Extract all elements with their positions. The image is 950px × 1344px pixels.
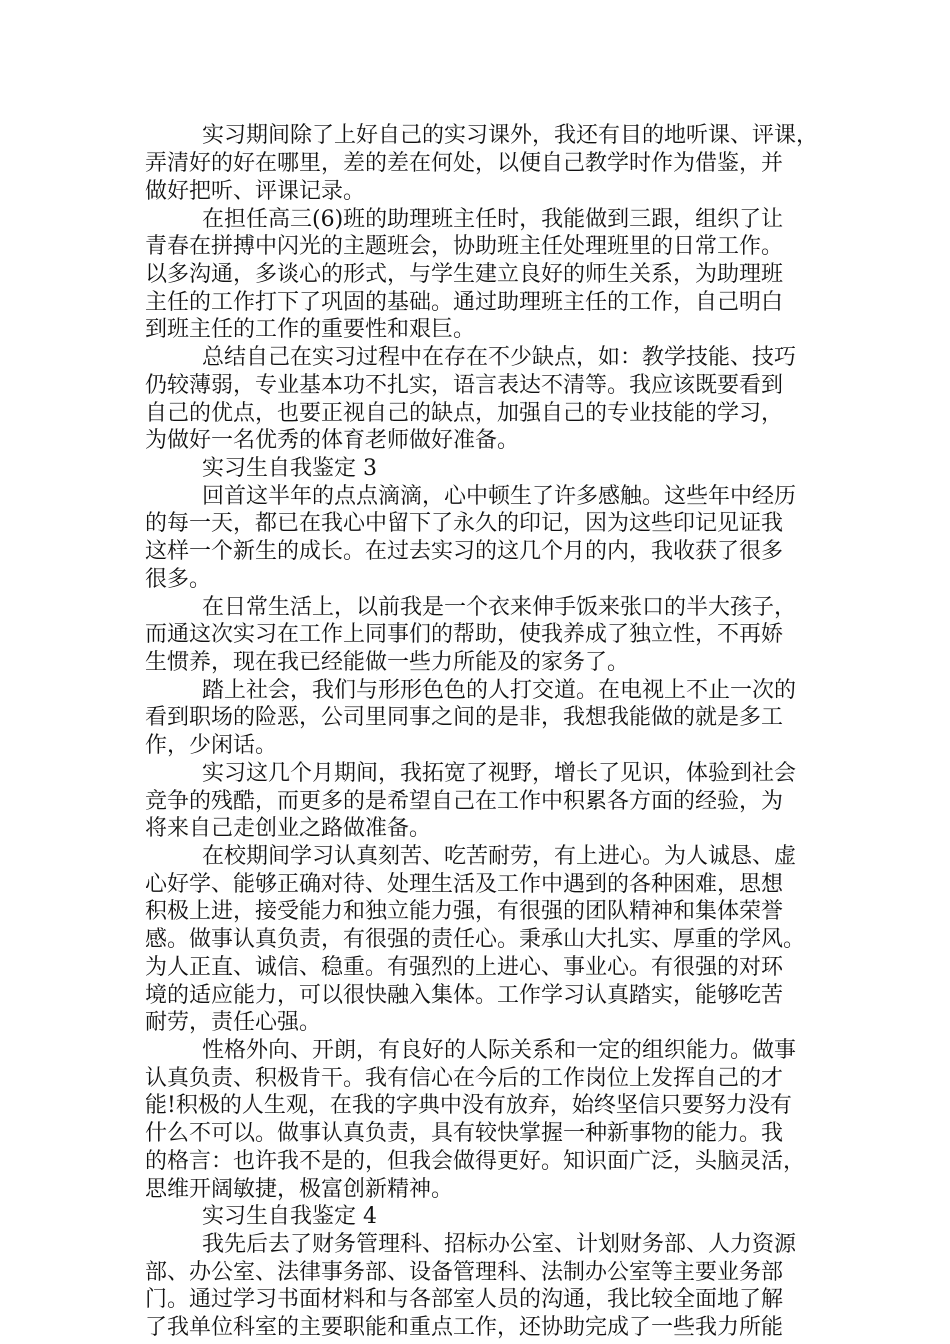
paragraph-line: 什么不可以。做事认真负责，具有较快掌握一种新事物的能力。我 [145,1121,784,1146]
paragraph-line: 这样一个新生的成长。在过去实习的这几个月的内，我收获了很多 [145,539,784,564]
paragraph-line: 感。做事认真负责，有很强的责任心。秉承山大扎实、厚重的学风。 [145,927,806,952]
paragraph-line: 实习期间除了上好自己的实习课外，我还有目的地听课、评课， [202,123,819,148]
paragraph-line: 能!积极的人生观，在我的字典中没有放弃，始终坚信只要努力没有 [145,1093,792,1118]
paragraph-line: 在担任高三(6)班的助理班主任时，我能做到三跟，组织了让 [202,207,784,232]
paragraph-line: 仍较薄弱，专业基本功不扎实，语言表达不清等。我应该既要看到 [145,373,784,398]
paragraph-line: 为做好一名优秀的体育老师做好准备。 [145,428,520,453]
paragraph-line: 到班主任的工作的重要性和艰巨。 [145,317,476,342]
section-heading: 实习生自我鉴定 4 [202,1204,377,1229]
paragraph-line: 青春在拼搏中闪光的主题班会，协助班主任处理班里的日常工作。 [145,234,784,259]
section-heading: 实习生自我鉴定 3 [202,456,377,481]
paragraph-line: 积极上进，接受能力和独立能力强，有很强的团队精神和集体荣誉 [145,899,784,924]
paragraph-line: 耐劳，责任心强。 [145,1010,322,1035]
paragraph-line: 踏上社会，我们与形形色色的人打交道。在电视上不止一次的 [202,678,797,703]
paragraph-line: 门。通过学习书面材料和与各部室人员的沟通，我比较全面地了解 [145,1287,784,1312]
paragraph-line: 自己的优点，也要正视自己的缺点，加强自己的专业技能的学习， [145,401,784,426]
paragraph-line: 我先后去了财务管理科、招标办公室、计划财务部、人力资源 [202,1232,797,1257]
paragraph-line: 将来自己走创业之路做准备。 [145,816,432,841]
paragraph-line: 主任的工作打下了巩固的基础。通过助理班主任的工作，自己明白 [145,290,784,315]
paragraph-line: 在校期间学习认真刻苦、吃苦耐劳，有上进心。为人诚恳、虚 [202,844,797,869]
paragraph-line: 在日常生活上，以前我是一个衣来伸手饭来张口的半大孩子， [202,595,797,620]
paragraph-line: 生惯养，现在我已经能做一些力所能及的家务了。 [145,650,630,675]
paragraph-line: 很多。 [145,567,212,592]
paragraph-line: 境的适应能力，可以很快融入集体。工作学习认真踏实，能够吃苦 [145,983,784,1008]
paragraph-line: 了我单位科室的主要职能和重点工作，还协助完成了一些我力所能 [145,1315,784,1340]
paragraph-line: 看到职场的险恶，公司里同事之间的是非，我想我能做的就是多工 [145,705,784,730]
paragraph-line: 的每一天，都已在我心中留下了永久的印记，因为这些印记见证我 [145,511,784,536]
paragraph-line: 而通这次实习在工作上同事们的帮助，使我养成了独立性，不再娇 [145,622,784,647]
paragraph-line: 性格外向、开朗，有良好的人际关系和一定的组织能力。做事 [202,1038,797,1063]
paragraph-line: 做好把听、评课记录。 [145,179,366,204]
paragraph-line: 实习这几个月期间，我拓宽了视野，增长了见识，体验到社会 [202,761,797,786]
paragraph-line: 总结自己在实习过程中在存在不少缺点，如：教学技能、技巧 [202,345,797,370]
paragraph-line: 以多沟通，多谈心的形式，与学生建立良好的师生关系，为助理班 [145,262,784,287]
paragraph-line: 的格言：也许我不是的，但我会做得更好。知识面广泛，头脑灵活， [145,1149,806,1174]
paragraph-line: 思维开阔敏捷，极富创新精神。 [145,1177,454,1202]
paragraph-line: 为人正直、诚信、稳重。有强烈的上进心、事业心。有很强的对环 [145,955,784,980]
paragraph-line: 弄清好的好在哪里，差的差在何处，以便自己教学时作为借鉴，并 [145,151,784,176]
paragraph-line: 作，少闲话。 [145,733,278,758]
paragraph-line: 认真负责、积极肯干。我有信心在今后的工作岗位上发挥自己的才 [145,1066,784,1091]
paragraph-line: 部、办公室、法律事务部、设备管理科、法制办公室等主要业务部 [145,1260,784,1285]
paragraph-line: 回首这半年的点点滴滴，心中顿生了许多感触。这些年中经历 [202,484,797,509]
paragraph-line: 竞争的残酷，而更多的是希望自己在工作中积累各方面的经验，为 [145,789,784,814]
paragraph-line: 心好学、能够正确对待、处理生活及工作中遇到的各种困难，思想 [145,872,784,897]
